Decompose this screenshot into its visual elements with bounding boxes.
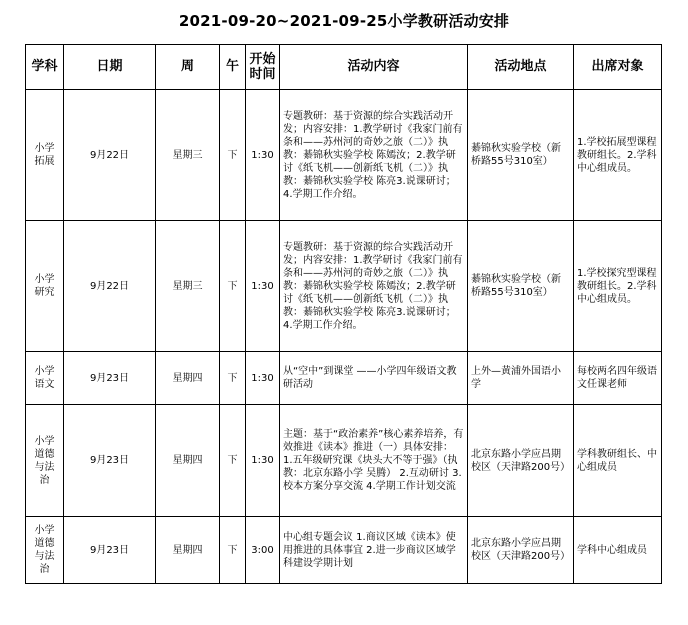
cell-period: 下 (220, 517, 246, 584)
cell-location: 北京东路小学应昌期校区（天津路200号） (468, 517, 574, 584)
cell-subject: 小学 拓展 (26, 90, 64, 221)
cell-date: 9月22日 (64, 90, 156, 221)
cell-time: 1:30 (246, 221, 280, 352)
cell-attendees: 每校两名四年级语文任课老师 (574, 352, 662, 405)
header-week: 周 (156, 45, 220, 90)
header-period: 午 (220, 45, 246, 90)
cell-content: 从“空中”到课堂 ——小学四年级语文教研活动 (280, 352, 468, 405)
cell-location: 綦锦秋实验学校（新桥路55号310室） (468, 90, 574, 221)
cell-date: 9月23日 (64, 352, 156, 405)
header-location: 活动地点 (468, 45, 574, 90)
header-row (26, 45, 662, 90)
cell-location: 北京东路小学应昌期校区（天津路200号） (468, 405, 574, 517)
cell-content: 专题教研：基于资源的综合实践活动开发；内容安排：1.教学研讨《我家门前有条和——苏州河的奇妙之旅（二）》执教：綦锦秋实验学校 陈嫣汝；2.教学研讨《纸飞机——创新纸飞机（二）》执教：綦锦秋实验学校 陈亮3.说课研讨；4.学期工作介绍。 (280, 90, 468, 221)
header-content: 活动内容 (280, 45, 468, 90)
cell-time: 3:00 (246, 517, 280, 584)
cell-attendees: 学科教研组长、中心组成员 (574, 405, 662, 517)
schedule-table (25, 44, 662, 584)
cell-week: 星期三 (156, 221, 220, 352)
table-row (26, 405, 662, 517)
table-row (26, 221, 662, 352)
cell-content: 中心组专题会议 1.商议区域《读本》使用推进的具体事宜 2.进一步商议区域学科建设学期计划 (280, 517, 468, 584)
cell-location: 綦锦秋实验学校（新桥路55号310室） (468, 221, 574, 352)
cell-time: 1:30 (246, 352, 280, 405)
cell-period: 下 (220, 221, 246, 352)
cell-subject: 小学 研究 (26, 221, 64, 352)
cell-content: 主题：基于“政治素养”核心素养培养，有效推进《读本》推进（一）具体安排： 1.五年级研究课《块头大不等于强》（执教：北京东路小学 吴腾） 2.互动研讨 3.校本方案分享交流 4.学期工作计划交流 (280, 405, 468, 517)
header-date: 日期 (64, 45, 156, 90)
cell-week: 星期三 (156, 90, 220, 221)
cell-subject: 小学 语文 (26, 352, 64, 405)
cell-date: 9月23日 (64, 405, 156, 517)
cell-time: 1:30 (246, 90, 280, 221)
cell-time: 1:30 (246, 405, 280, 517)
cell-period: 下 (220, 90, 246, 221)
cell-subject: 小学 道德 与法 治 (26, 517, 64, 584)
cell-date: 9月22日 (64, 221, 156, 352)
page-title: 2021-09-20~2021-09-25小学教研活动安排 (178, 12, 510, 30)
cell-location: 上外—黄浦外国语小学 (468, 352, 574, 405)
cell-week: 星期四 (156, 517, 220, 584)
table-row (26, 517, 662, 584)
header-attendees: 出席对象 (574, 45, 662, 90)
cell-attendees: 1.学校拓展型课程教研组长。2.学科中心组成员。 (574, 90, 662, 221)
cell-week: 星期四 (156, 352, 220, 405)
cell-content: 专题教研：基于资源的综合实践活动开发；内容安排：1.教学研讨《我家门前有条和——苏州河的奇妙之旅（二）》执教：綦锦秋实验学校 陈嫣汝；2.教学研讨《纸飞机——创新纸飞机（二）》执教：綦锦秋实验学校 陈亮3.说课研讨；4.学期工作介绍。 (280, 221, 468, 352)
table-row (26, 90, 662, 221)
cell-period: 下 (220, 352, 246, 405)
header-subject: 学科 (26, 45, 64, 90)
cell-attendees: 1.学校探究型课程教研组长。2.学科中心组成员。 (574, 221, 662, 352)
cell-period: 下 (220, 405, 246, 517)
cell-week: 星期四 (156, 405, 220, 517)
header-start-time: 开始 时间 (246, 45, 280, 90)
cell-date: 9月23日 (64, 517, 156, 584)
table-row (26, 352, 662, 405)
cell-attendees: 学科中心组成员 (574, 517, 662, 584)
cell-subject: 小学 道德 与法 治 (26, 405, 64, 517)
